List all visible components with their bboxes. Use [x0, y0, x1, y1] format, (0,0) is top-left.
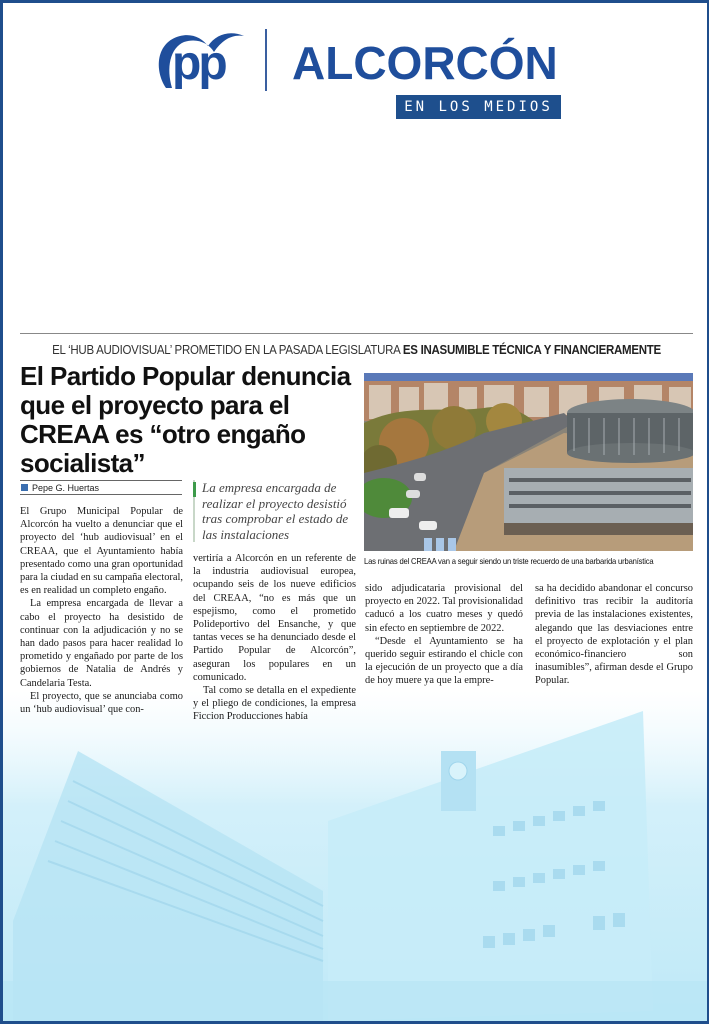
pull-quote-accent	[193, 482, 196, 497]
article-column-4	[535, 582, 693, 688]
paragraph: La empresa encargada de llevar a cabo el proyecto ha desistido de continuar con la adjudicación y no se han dado pasos para hacer realidad lo prometido y engañado por parte de los gobiernos de Natalia de Andrés y Candelaria Testa.	[20, 598, 183, 689]
photo-caption: Las ruinas del CREAA van a seguir siendo un triste recuerdo de una barbarida urbanística	[364, 556, 654, 566]
pull-quote	[193, 480, 362, 542]
kicker-regular: EL ‘HUB AUDIOVISUAL’ PROMETIDO EN LA PASADA LEGISLATURA	[52, 343, 400, 357]
logo-divider	[265, 29, 267, 91]
paragraph: El proyecto, que se anunciaba como un ‘hub audiovisual’ que con-	[20, 690, 183, 716]
article-column-2	[193, 552, 356, 724]
kicker-bold: ES INASUMIBLE TÉCNICA Y FINANCIERAMENTE	[402, 343, 661, 357]
paragraph: El Grupo Municipal Popular de Alcorcón ha vuelto a denunciar que el proyecto del ‘hub audiovisual’ en el CREAA, que el Ayuntamiento había presentado como una gran oportunidad para la ciudad en su campaña electoral, es en realidad un completo engaño.	[20, 506, 183, 597]
creaa-photo	[364, 373, 693, 551]
paragraph: sido adjudicataria provisional del proyecto en 2022. Tal provisionalidad caducó a los cuatro meses y quedó sin efecto en septiembre de 2022.	[365, 583, 523, 634]
top-rule	[20, 333, 693, 334]
byline-square-icon	[21, 484, 28, 491]
paragraph: vertiría a Alcorcón en un referente de la industria audiovisual europea, ocupando seis de los nueve edificios del CREAA, “no es más que un espejismo, como el prometido Polideportivo del Ensanche, y que tantas veces se ha denunciado desde el Partido Popular de Alcorcón”, aseguran los populares en un comunicado.	[193, 553, 356, 683]
pp-logo-text: pp	[172, 37, 225, 90]
paragraph: Tal como se detalla en el expediente y el pliego de condiciones, la empresa Ficcion Producciones había	[193, 685, 356, 723]
article-column-1	[20, 505, 183, 716]
tagline-badge: EN LOS MEDIOS	[396, 95, 561, 119]
article-headline: El Partido Popular denuncia que el proyecto para el CREAA es “otro engaño socialista”	[20, 361, 351, 478]
brand-title: ALCORCÓN	[292, 37, 558, 89]
article-kicker	[47, 343, 666, 357]
paragraph: “Desde el Ayuntamiento se ha querido seguir estirando el chicle con la ejecución de un proyecto que a día de hoy muere ya que la empre-	[365, 635, 523, 687]
pp-alcorcon-logo	[152, 24, 572, 124]
pull-quote-text: La empresa encargada de realizar el proyecto desistió tras comprobar el estado de las instalaciones	[202, 480, 349, 542]
byline	[20, 480, 182, 495]
article-column-3	[365, 582, 523, 688]
author-name: Pepe G. Huertas	[32, 482, 100, 493]
town-hall-watermark	[3, 691, 707, 1021]
paragraph: sa ha decidido abandonar el concurso definitivo tras recibir la auditoría previa de las instalaciones existentes, alegando que las desviaciones entre el proyecto de explotación y el plan económico-financiero son inasumibles”, afirman desde el Grupo Popular.	[535, 583, 693, 687]
